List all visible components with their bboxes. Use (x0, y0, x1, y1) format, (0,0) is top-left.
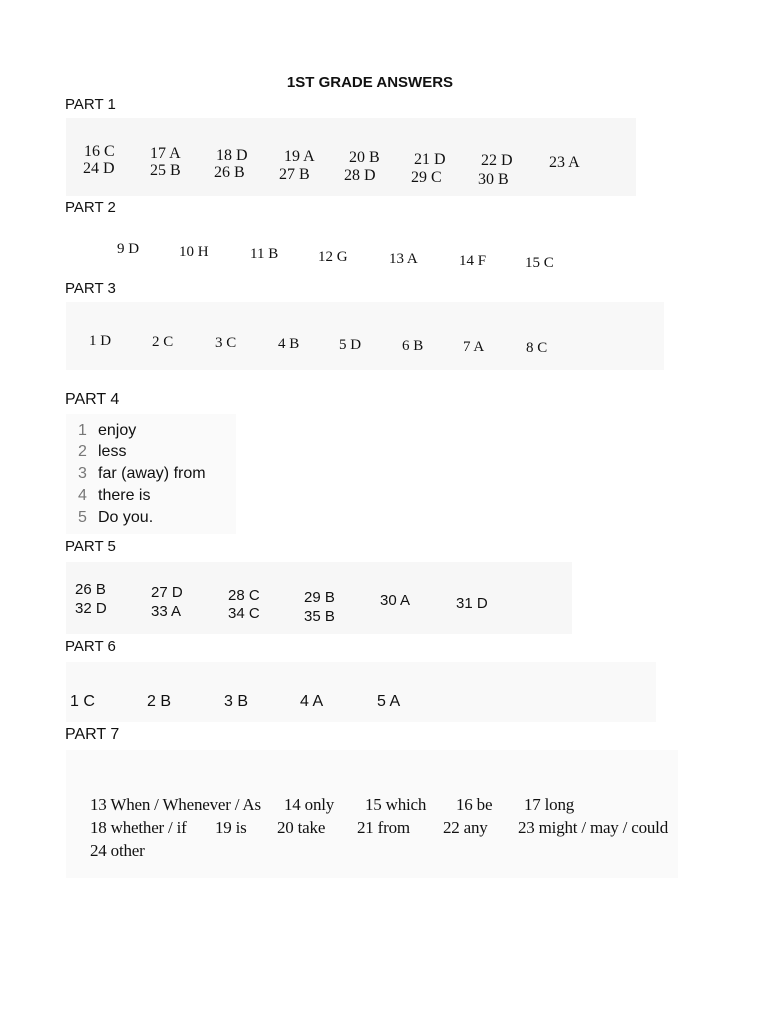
answer-item: 17 A (150, 145, 181, 162)
answer-item: 9 D (117, 241, 140, 257)
page-title: 1ST GRADE ANSWERS (286, 74, 454, 91)
answer-item: 12 G (318, 249, 348, 265)
answer-item: 13 When / Whenever / As (90, 795, 261, 814)
answer-item: 22 any (443, 818, 488, 837)
answer-item: 27 B (279, 166, 310, 183)
answer-item: 14 F (459, 253, 487, 269)
answer-item: 21 D (414, 151, 446, 168)
answer-item: 4 A (300, 693, 324, 710)
answer-item: 20 take (277, 818, 326, 837)
part-4-heading: PART 4 (65, 391, 120, 408)
answer-item: 26 B (214, 164, 245, 181)
answer-item: 24 D (83, 160, 115, 177)
answer-item: 30 A (380, 592, 411, 609)
answer-item: 25 B (150, 162, 181, 179)
answer-item: 31 D (456, 595, 488, 612)
answer-item: 13 A (389, 251, 418, 267)
answer-item: 23 might / may / could (518, 818, 669, 837)
answer-item: 4 B (278, 336, 300, 352)
answer-item: 16 C (84, 143, 115, 160)
answer-item: 3 C (215, 335, 237, 351)
answer-item: 19 A (284, 148, 315, 165)
answer-item: 29 B (304, 589, 335, 606)
answer-item: 11 B (250, 246, 279, 262)
answer-item: 17 long (524, 795, 575, 814)
answer-item: 5 D (339, 337, 362, 353)
part-4-row: 1 enjoy (78, 422, 137, 439)
answer-item: 29 C (411, 169, 442, 186)
part-4-row: 3 far (away) from (78, 465, 206, 482)
part-4-row: 5 Do you. (78, 509, 154, 526)
part-2-heading: PART 2 (65, 199, 116, 216)
answer-item: 18 D (216, 147, 248, 164)
part-4-row: 2 less (78, 443, 127, 460)
part-4-row: 4 there is (78, 487, 151, 504)
answer-item: 34 C (228, 605, 260, 622)
answer-item: 19 is (215, 818, 247, 837)
answer-item: 15 which (365, 795, 427, 814)
answer-item: 33 A (151, 603, 182, 620)
part-6-scan (66, 662, 656, 722)
answer-item: 1 C (70, 693, 95, 710)
answer-item: 22 D (481, 152, 513, 169)
answer-item: 32 D (75, 600, 107, 617)
answer-item: 7 A (463, 339, 485, 355)
part-7-heading: PART 7 (65, 726, 120, 743)
answer-item: 20 B (349, 149, 380, 166)
answer-item: 27 D (151, 584, 183, 601)
answer-item: 35 B (304, 608, 335, 625)
part-3-heading: PART 3 (65, 280, 116, 297)
answer-item: 16 be (456, 795, 493, 814)
answer-item: 10 H (179, 244, 209, 260)
answer-item: 2 B (147, 693, 172, 710)
part-6-heading: PART 6 (65, 638, 116, 655)
answer-item: 1 D (89, 333, 112, 349)
answer-item: 15 C (525, 255, 554, 271)
answer-item: 8 C (526, 340, 548, 356)
answer-item: 24 other (90, 841, 145, 860)
answer-item: 21 from (357, 818, 410, 837)
answer-item: 14 only (284, 795, 335, 814)
answer-item: 6 B (402, 338, 424, 354)
answer-item: 5 A (377, 693, 401, 710)
answer-item: 28 D (344, 167, 376, 184)
answer-item: 2 C (152, 334, 174, 350)
answer-item: 30 B (478, 171, 509, 188)
answer-item: 3 B (224, 693, 249, 710)
answer-item: 26 B (75, 581, 106, 598)
part-5-heading: PART 5 (65, 538, 116, 555)
answer-item: 28 C (228, 587, 260, 604)
answer-item: 18 whether / if (90, 818, 187, 837)
part-1-heading: PART 1 (65, 96, 116, 113)
answer-item: 23 A (549, 154, 580, 171)
